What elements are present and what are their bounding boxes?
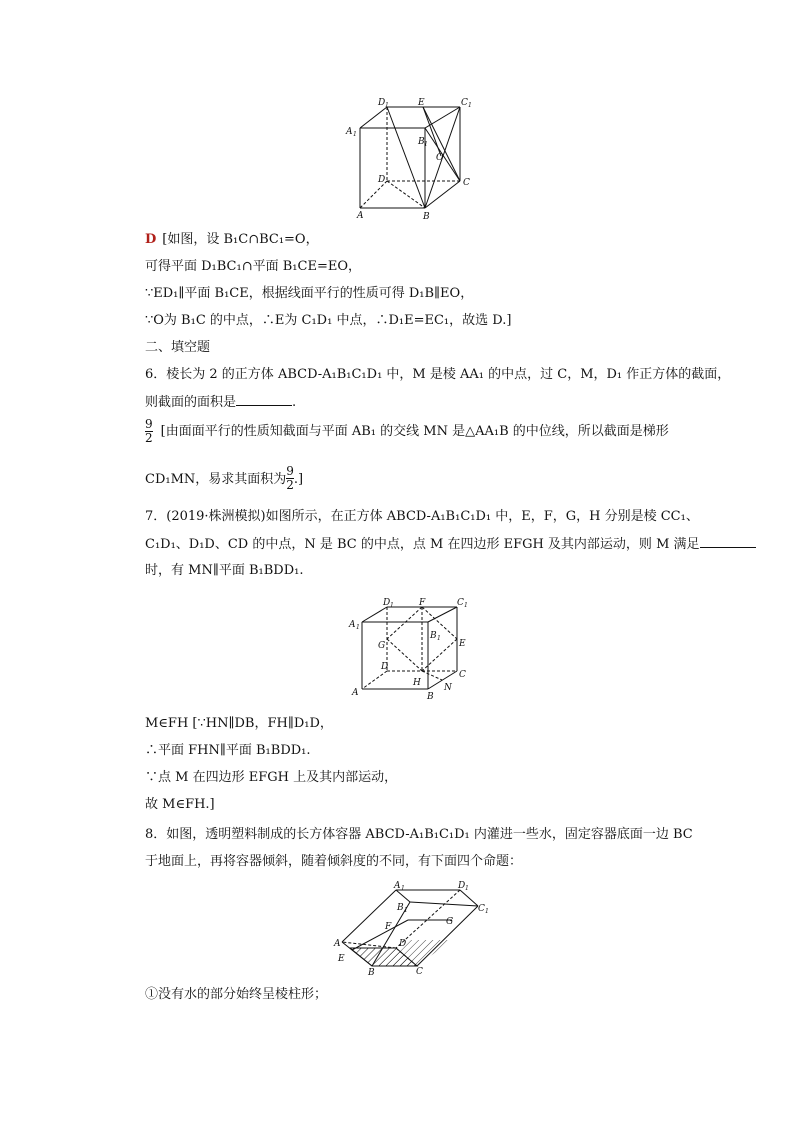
- label-D1-sub: 1: [465, 885, 469, 892]
- q7-solution-line1: M∈FH [∵HN∥DB，FH∥D₁D，: [145, 716, 333, 731]
- label-D1: D: [383, 598, 391, 608]
- q6-solution-text2: CD₁MN，易求其面积为: [145, 472, 287, 487]
- figure-container-q8: [330, 880, 490, 975]
- q6-answer-blank: [236, 393, 292, 406]
- label-B: B: [423, 212, 430, 222]
- q6-solution-numerator: 9: [286, 464, 294, 478]
- label-B1-sub: 1: [424, 141, 428, 148]
- label-C1: C: [478, 904, 485, 914]
- figure-cube-q7: [345, 598, 475, 703]
- q7-solution-line4: 故 M∈FH.]: [145, 797, 215, 812]
- q5-answer: D: [145, 232, 157, 247]
- label-D1: D: [378, 98, 386, 108]
- label-D: D: [381, 662, 389, 672]
- q5-solution-line1: [145, 231, 319, 249]
- q6-solution-text1: [由面面平行的性质知截面与平面 AB₁ 的交线 MN 是△AA₁B 的中位线，所以截面是梯形: [160, 424, 669, 439]
- q6-stem-line2: [145, 393, 296, 412]
- label-C: C: [459, 670, 466, 680]
- label-B1: B: [418, 137, 425, 147]
- label-C1: C: [461, 98, 468, 108]
- label-C: C: [463, 178, 470, 188]
- q5-solution-text1: [如图，设 B₁C∩BC₁=O，: [162, 232, 319, 247]
- label-A1-sub: 1: [353, 131, 357, 138]
- label-A: A: [357, 211, 364, 221]
- label-B1: B: [430, 631, 437, 641]
- q8-stem-line2: 于地面上，再将容器倾斜，随着倾斜度的不同，有下面四个命题：: [145, 854, 523, 869]
- q7-stem-line1: 7．(2019·株洲模拟)如图所示，在正方体 ABCD-A₁B₁C₁D₁ 中，E，F，G，H 分别是棱 CC₁、: [145, 509, 699, 524]
- label-A: A: [352, 688, 359, 698]
- label-E: E: [459, 639, 466, 649]
- label-F: F: [385, 922, 392, 932]
- q6-stem-text: 则截面的面积是: [145, 395, 237, 410]
- label-N: N: [444, 683, 452, 693]
- q6-solution-end: .]: [293, 472, 304, 487]
- q6-stem-line1: 6．棱长为 2 的正方体 ABCD-A₁B₁C₁D₁ 中，M 是棱 AA₁ 的中点，过 C，M，D₁ 作正方体的截面，: [145, 367, 731, 382]
- label-D: D: [399, 939, 407, 949]
- q7-stem-line2: [145, 535, 756, 554]
- label-G: G: [378, 641, 386, 651]
- label-E: E: [338, 954, 345, 964]
- q5-solution-line4: ∵O为 B₁C 的中点，∴E为 C₁D₁ 中点，∴D₁E=EC₁，故选 D.]: [145, 313, 512, 328]
- q7-solution-line2: ∴平面 FHN∥平面 B₁BDD₁.: [145, 743, 311, 758]
- label-D1-sub: 1: [385, 102, 389, 109]
- label-A1-sub: 1: [401, 885, 405, 892]
- label-F: F: [419, 598, 426, 608]
- label-E: E: [418, 98, 425, 108]
- label-B1-sub: 1: [404, 907, 408, 914]
- q8-item1: ①没有水的部分始终呈棱柱形；: [145, 987, 328, 1002]
- q6-answer-fraction: [145, 418, 153, 445]
- label-A1: A: [349, 620, 356, 630]
- figure-cube-q5: [340, 96, 485, 224]
- q5-solution-line3: ∵ED₁∥平面 B₁CE，根据线面平行的性质可得 D₁B∥EO，: [145, 286, 474, 301]
- label-B: B: [368, 968, 375, 975]
- label-B1: B: [397, 903, 404, 913]
- label-C1-sub: 1: [485, 908, 489, 915]
- q6-solution-line1: [145, 418, 669, 445]
- label-A1-sub: 1: [356, 624, 360, 631]
- q7-answer-blank: [700, 535, 756, 548]
- label-C1-sub: 1: [464, 602, 468, 609]
- q8-stem-line1: 8．如图，透明塑料制成的长方体容器 ABCD-A₁B₁C₁D₁ 内灌进一些水，固定容器底面一边 BC: [145, 827, 693, 842]
- label-D1-sub: 1: [390, 602, 394, 609]
- label-C: C: [416, 967, 423, 975]
- label-A1: A: [394, 881, 401, 891]
- q5-solution-line2: 可得平面 D₁BC₁∩平面 B₁CE=EO，: [145, 259, 361, 274]
- q6-solution-denominator: 2: [286, 478, 294, 492]
- label-C1-sub: 1: [468, 102, 472, 109]
- q7-stem-text2: C₁D₁、D₁D、CD 的中点，N 是 BC 的中点，点 M 在四边形 EFGH 及其内部运动，则 M 满足: [145, 537, 700, 552]
- label-G: G: [446, 917, 454, 927]
- label-A1: A: [346, 127, 353, 137]
- label-D: D: [378, 175, 386, 185]
- label-O: O: [436, 153, 444, 163]
- label-A: A: [334, 939, 341, 949]
- label-H: H: [413, 678, 421, 688]
- q6-solution-line2: [145, 465, 303, 492]
- label-C1: C: [457, 598, 464, 608]
- q7-solution-line3: ∵点 M 在四边形 EFGH 上及其内部运动，: [145, 770, 398, 785]
- label-D1: D: [458, 881, 466, 891]
- q6-answer-denominator: 2: [145, 431, 153, 445]
- q6-answer-numerator: 9: [145, 417, 153, 431]
- q7-stem-line3: 时，有 MN∥平面 B₁BDD₁.: [145, 563, 304, 578]
- q6-solution-fraction: [286, 465, 294, 492]
- label-B: B: [427, 692, 434, 702]
- section-heading: 二、填空题: [145, 340, 211, 355]
- q6-stem-end: .: [292, 395, 297, 410]
- label-B1-sub: 1: [437, 635, 441, 642]
